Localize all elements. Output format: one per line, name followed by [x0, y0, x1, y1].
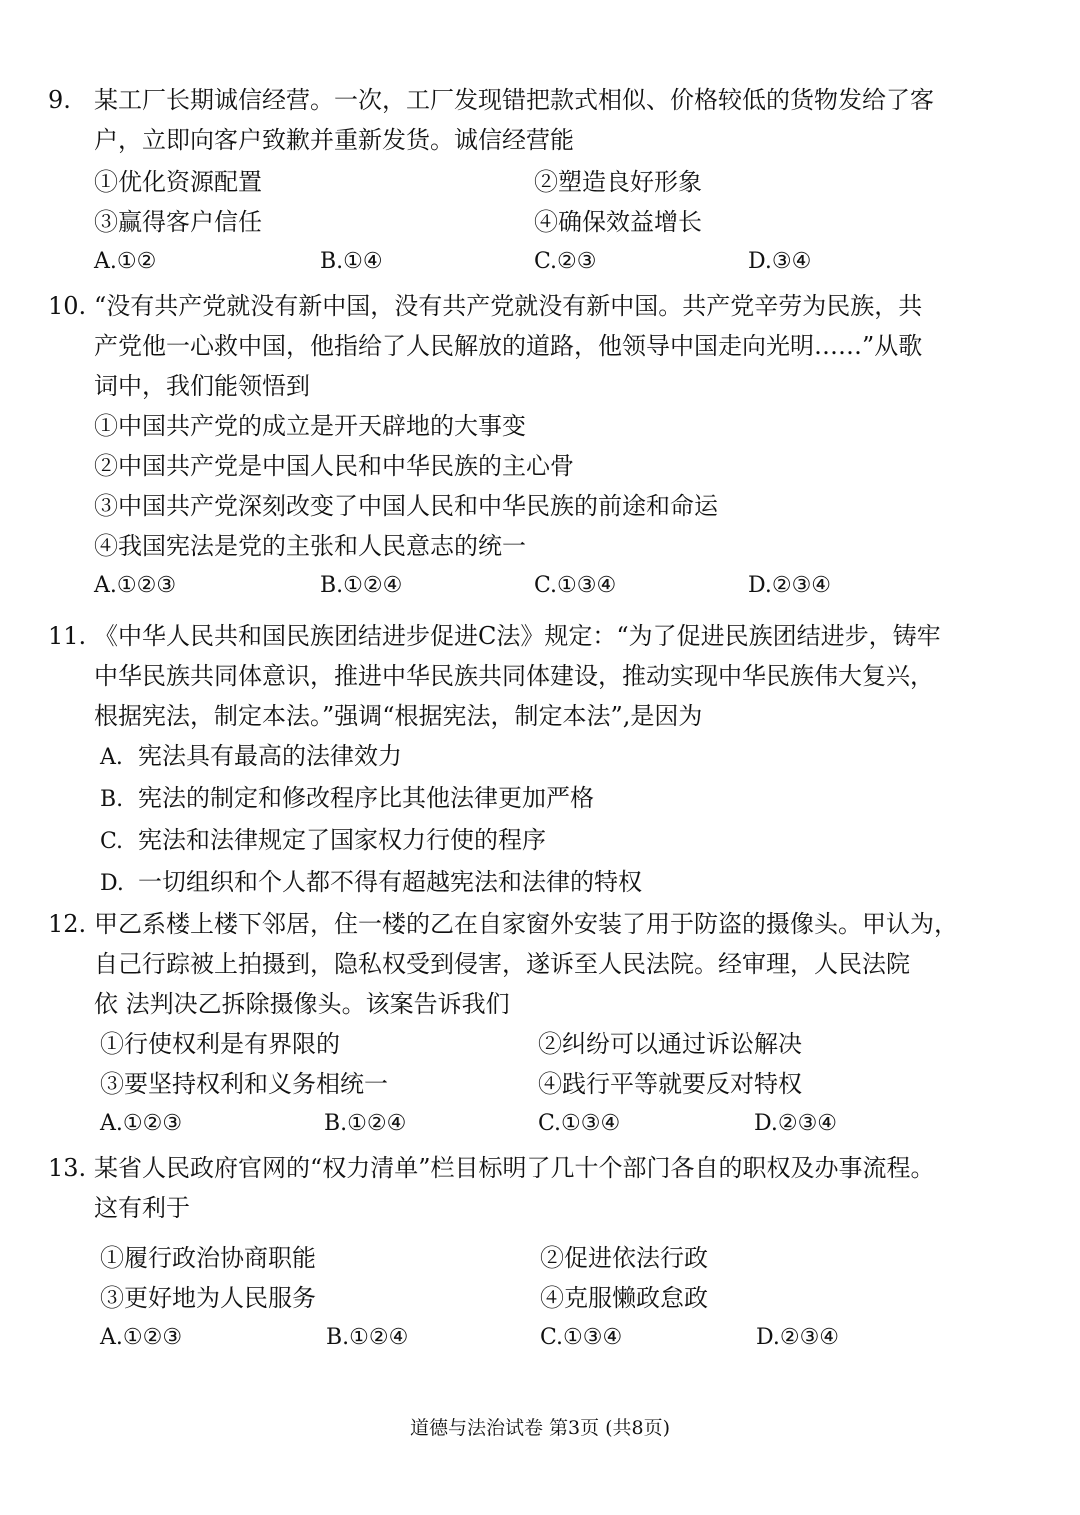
statement-option: ①优化资源配置: [94, 168, 262, 196]
question-13: [48, 1148, 1028, 1358]
question-stem-line: 根据宪法，制定本法。”强调“根据宪法，制定本法”,是因为: [94, 702, 703, 730]
question-number: 11.: [48, 622, 87, 650]
statement-option: ③更好地为人民服务: [100, 1284, 316, 1312]
answer-choice: D.②③④: [756, 1325, 840, 1350]
question-stem-line: 某省人民政府官网的“权力清单”栏目标明了几十个部门各自的职权及办事流程。: [94, 1154, 935, 1182]
statement-option: ②促进依法行政: [540, 1244, 708, 1272]
statement-option: ②塑造良好形象: [534, 168, 702, 196]
statement-option: ④我国宪法是党的主张和人民意志的统一: [94, 532, 526, 560]
answer-choice: B.①②④: [326, 1325, 409, 1350]
question-stem-line: 某工厂长期诚信经营。一次，工厂发现错把款式相似、价格较低的货物发给了客: [94, 86, 934, 114]
multiple-choice-option: D. 一切组织和个人都不得有超越宪法和法律的特权: [100, 868, 642, 896]
question-stem-line: 户，立即向客户致歉并重新发货。诚信经营能: [94, 126, 574, 154]
question-stem-line: 《中华人民共和国民族团结进步促进C法》规定：“为了促进民族团结进步，铸牢: [94, 622, 941, 650]
statement-option: ④克服懒政怠政: [540, 1284, 708, 1312]
question-12: [48, 904, 1028, 1144]
statement-option: ①履行政治协商职能: [100, 1244, 316, 1272]
question-number: 10.: [48, 292, 87, 320]
answer-choice: A.①②③: [94, 573, 177, 598]
answer-choice: C.①③④: [534, 573, 617, 598]
question-number: 12.: [48, 910, 87, 938]
question-9: [48, 80, 1028, 282]
statement-option: ②纠纷可以通过诉讼解决: [538, 1030, 802, 1058]
statement-option: ①行使权利是有界限的: [100, 1030, 340, 1058]
multiple-choice-option: C. 宪法和法律规定了国家权力行使的程序: [100, 826, 546, 854]
question-11: [48, 616, 1028, 904]
statement-option: ④践行平等就要反对特权: [538, 1070, 802, 1098]
question-number: 13.: [48, 1154, 87, 1182]
statement-option: ①中国共产党的成立是开天辟地的大事变: [94, 412, 526, 440]
question-10: [48, 286, 1028, 606]
answer-choice: D.③④: [748, 249, 812, 274]
question-number: 9.: [48, 86, 71, 114]
question-stem-line: 产党他一心救中国，他指给了人民解放的道路，他领导中国走向光明……”从歌: [94, 332, 923, 360]
answer-choice: B.①②④: [320, 573, 403, 598]
multiple-choice-option: B. 宪法的制定和修改程序比其他法律更加严格: [100, 784, 594, 812]
multiple-choice-option: A. 宪法具有最高的法律效力: [100, 742, 402, 770]
question-stem-line: 词中，我们能领悟到: [94, 372, 310, 400]
question-stem-line: 自己行踪被上拍摄到，隐私权受到侵害，遂诉至人民法院。经审理，人民法院: [94, 950, 910, 978]
question-stem-line: 依 法判决乙拆除摄像头。该案告诉我们: [94, 990, 510, 1018]
question-stem-line: 这有利于: [94, 1194, 190, 1222]
answer-choice: D.②③④: [754, 1111, 838, 1136]
answer-choice: A.①②③: [100, 1111, 183, 1136]
question-stem-line: “没有共产党就没有新中国，没有共产党就没有新中国。共产党辛劳为民族，共: [94, 292, 923, 320]
answer-choice: C.②③: [534, 249, 597, 274]
answer-choice: B.①④: [320, 249, 383, 274]
page-footer: 道德与法治试卷 第3页 (共8页): [409, 1417, 671, 1439]
statement-option: ②中国共产党是中国人民和中华民族的主心骨: [94, 452, 574, 480]
answer-choice: C.①③④: [540, 1325, 623, 1350]
statement-option: ③中国共产党深刻改变了中国人民和中华民族的前途和命运: [94, 492, 718, 520]
statement-option: ④确保效益增长: [534, 208, 702, 236]
statement-option: ③要坚持权利和义务相统一: [100, 1070, 388, 1098]
answer-choice: A.①②: [94, 249, 157, 274]
statement-option: ③赢得客户信任: [94, 208, 262, 236]
answer-choice: A.①②③: [100, 1325, 183, 1350]
answer-choice: B.①②④: [324, 1111, 407, 1136]
question-stem-line: 中华民族共同体意识，推进中华民族共同体建设，推动实现中华民族伟大复兴，: [94, 662, 934, 690]
answer-choice: D.②③④: [748, 573, 832, 598]
answer-choice: C.①③④: [538, 1111, 621, 1136]
question-stem-line: 甲乙系楼上楼下邻居，住一楼的乙在自家窗外安装了用于防盗的摄像头。甲认为，: [94, 910, 958, 938]
